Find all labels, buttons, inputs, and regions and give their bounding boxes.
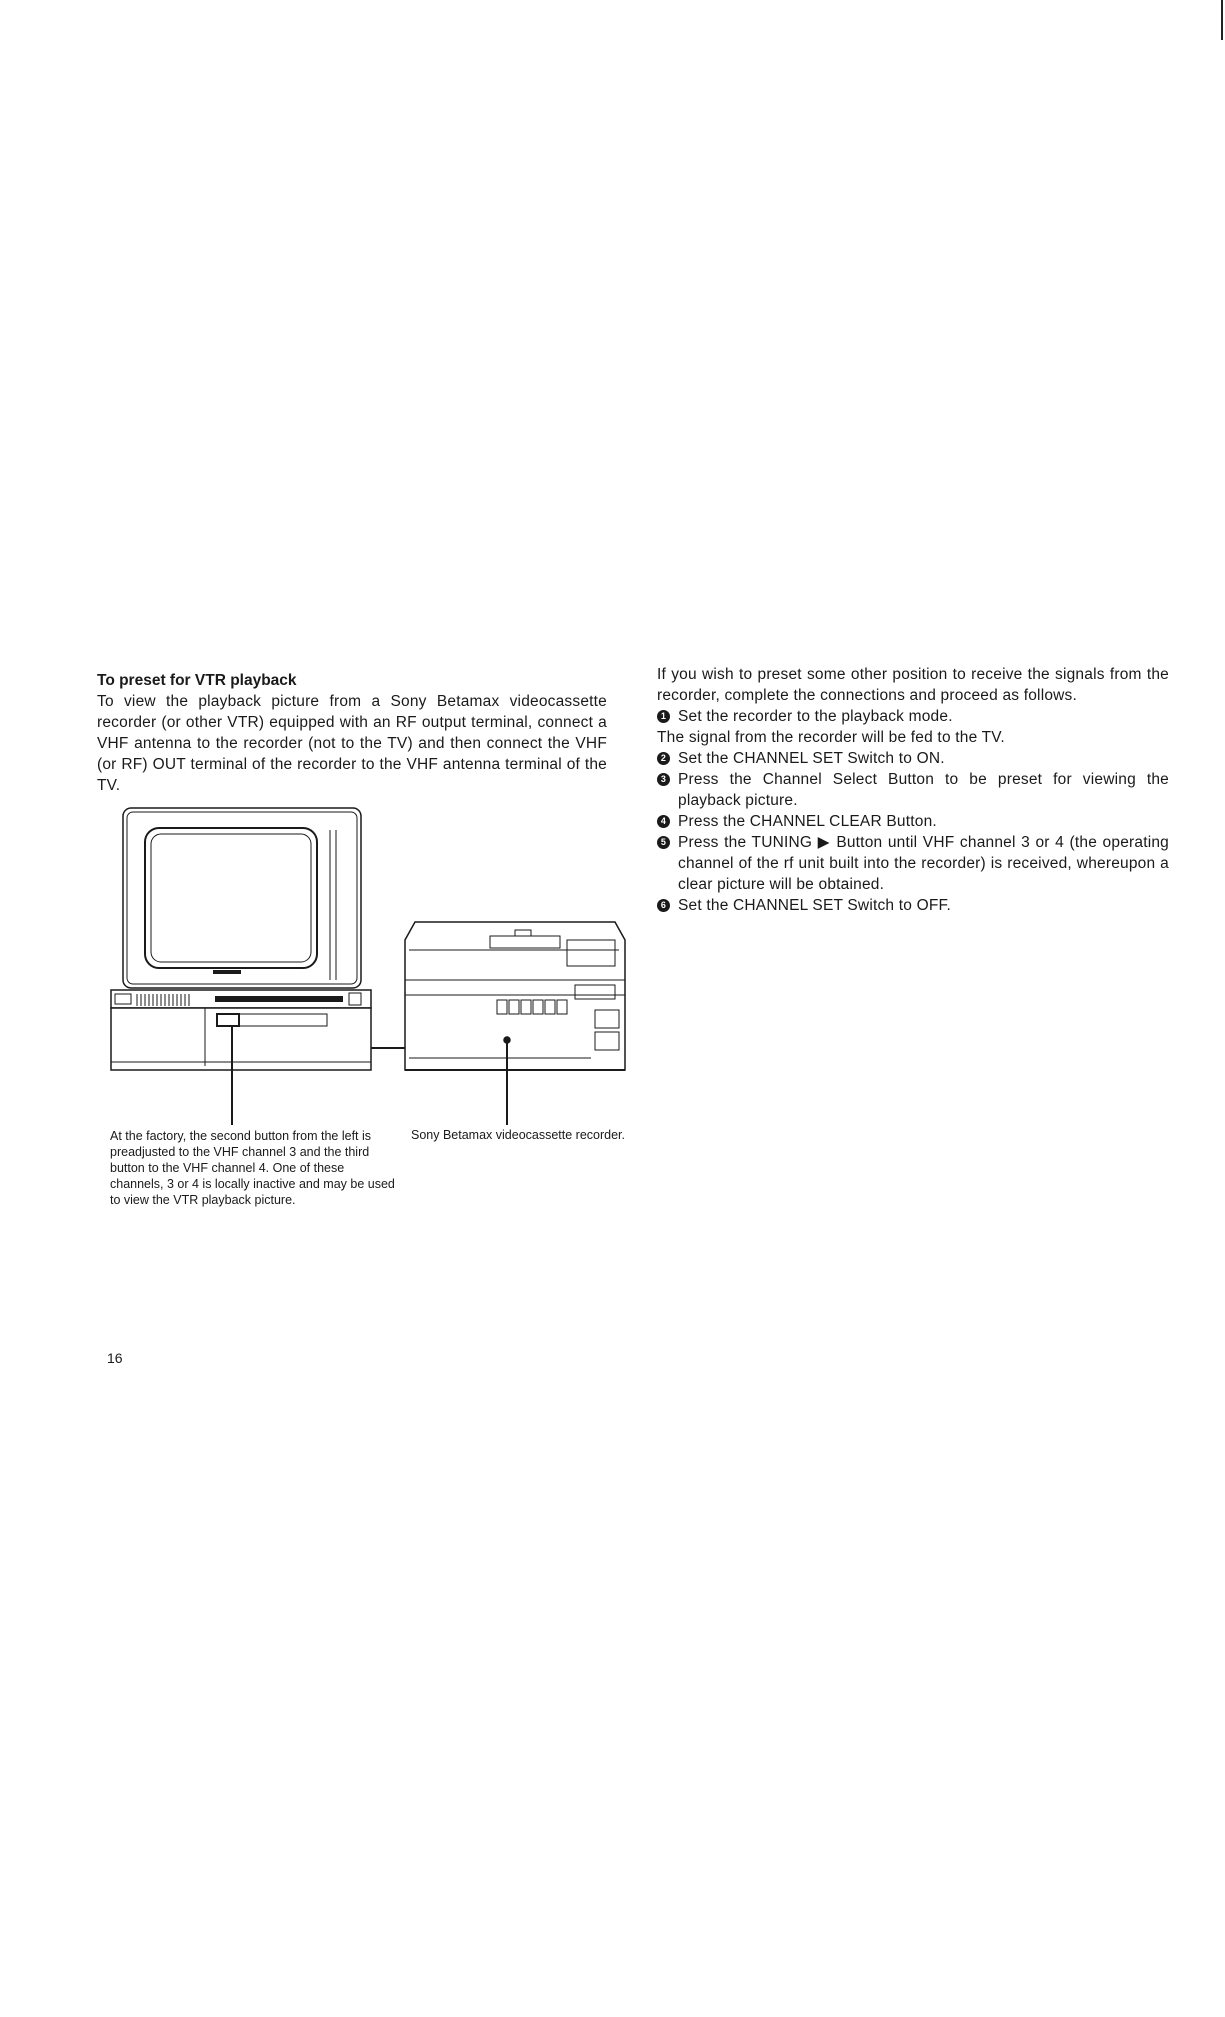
step-number-badge: 4: [657, 815, 670, 828]
step-1-note: The signal from the recorder will be fed to the TV.: [657, 729, 1005, 746]
step-number-badge: 3: [657, 773, 670, 786]
right-column: [657, 664, 1169, 916]
step-text: Press the CHANNEL CLEAR Button.: [678, 813, 937, 830]
procedure-intro: If you wish to preset some other position to receive the signals from the recorder, complete the connections and proceed as follows.: [657, 666, 1169, 704]
step-text: Set the CHANNEL SET Switch to ON.: [678, 750, 945, 767]
step-number-badge: 5: [657, 836, 670, 849]
step-text: Press the Channel Select Button to be preset for viewing the playback picture.: [678, 771, 1169, 809]
step-1: [657, 706, 1169, 727]
step-number-badge: 1: [657, 710, 670, 723]
step-3: [657, 769, 1169, 811]
tv-caption: At the factory, the second button from the left is preadjusted to the VHF channel 3 and the third button to the VHF channel 4. One of these channels, 3 or 4 is locally inactive and may be used to view the VTR playback picture.: [110, 1129, 395, 1207]
step-4: [657, 811, 1169, 832]
intro-paragraph: To view the playback picture from a Sony Betamax videocassette recorder (or other VTR) equipped with an RF output terminal, connect a VHF antenna to the recorder (not to the TV) and then connect the VHF (or RF) OUT terminal of the recorder to the VHF antenna terminal of the TV.: [97, 693, 607, 794]
step-6: [657, 895, 1169, 916]
left-column: [97, 670, 607, 796]
step-5: [657, 832, 1169, 895]
recorder-drawing: [405, 922, 625, 1125]
step-number-badge: 2: [657, 752, 670, 765]
recorder-caption: Sony Betamax videocassette recorder.: [411, 1128, 626, 1142]
tv-set-drawing: [111, 808, 371, 1125]
edge-mark: [1221, 0, 1223, 40]
tv-recorder-illustration: [105, 800, 645, 1140]
step-text: Set the recorder to the playback mode.: [678, 708, 953, 725]
page-number: 16: [107, 1350, 123, 1366]
step-2: [657, 748, 1169, 769]
section-heading: To preset for VTR playback: [97, 672, 297, 689]
step-text: Press the TUNING ▶ Button until VHF channel 3 or 4 (the operating channel of the rf unit built into the recorder) is received, whereupon a clear picture will be obtained.: [678, 834, 1169, 893]
step-number-badge: 6: [657, 899, 670, 912]
step-text: Set the CHANNEL SET Switch to OFF.: [678, 897, 951, 914]
